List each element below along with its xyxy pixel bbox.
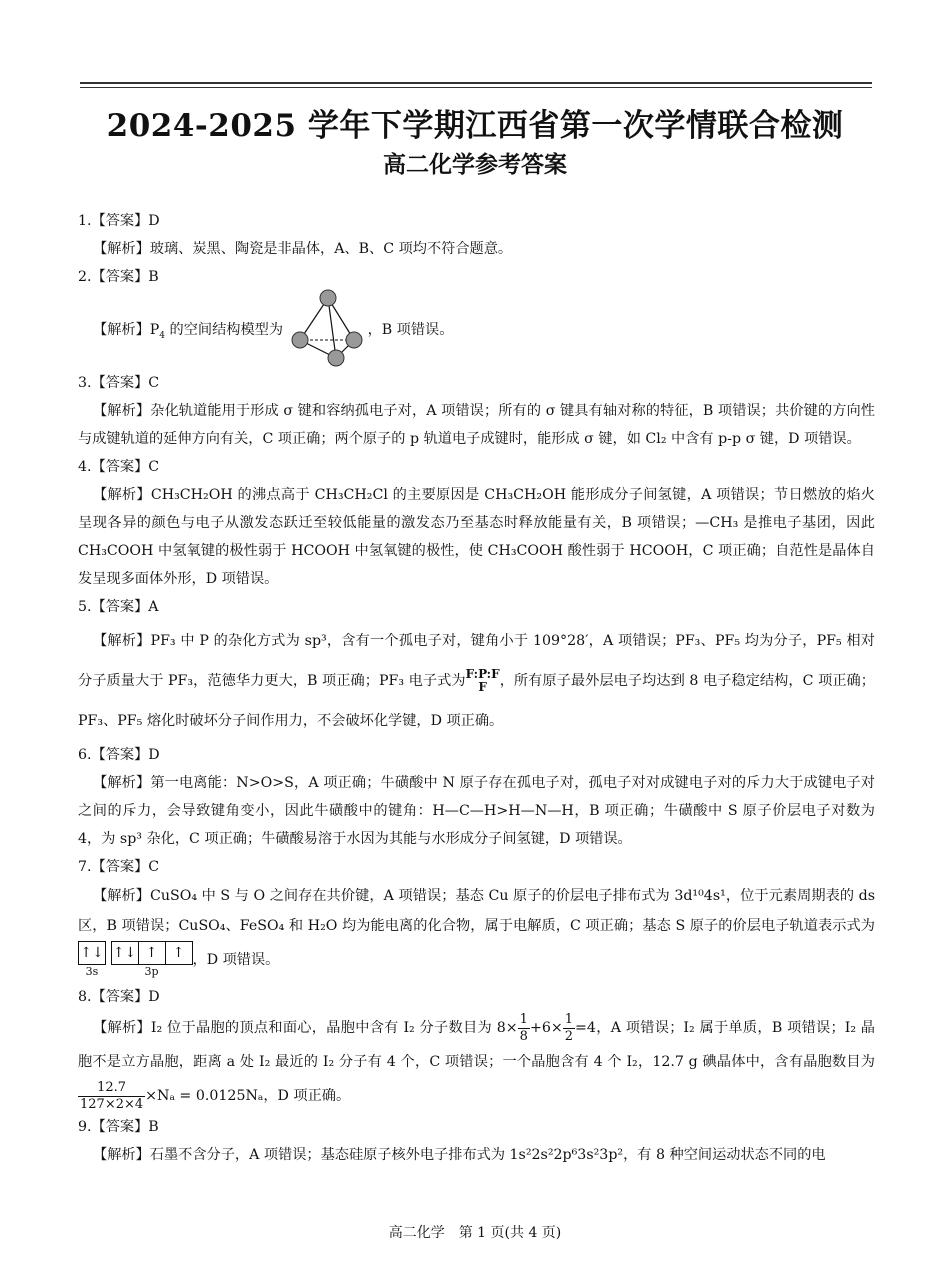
answer-content <box>78 207 875 1169</box>
q1-explanation: 【解析】玻璃、炭黑、陶瓷是非晶体，A、B、C 项均不符合题意。 <box>93 241 513 257</box>
orbital-3s: ↑↓ 3s <box>78 941 106 979</box>
header-rule-thin <box>80 87 872 88</box>
pf3-lewis-structure: F:P:F F <box>465 667 500 694</box>
q8-explanation: 【解析】I₂ 位于晶胞的顶点和面心，晶胞中含有 I₂ 分子数目为 8× $\frac{1}{8}$ +6× $\frac{1}{2}$ =4，A 项错误；I₂ 属于单质，B 项错误；I₂ 晶胞不是立方晶胞，距离 a 处 I₂ 最近的 I₂ 分子有 4 个，C 项错误；一个晶胞含有 4 个 I₂，12.7 g 碘晶体中，含有晶胞数目为 $\frac{12.7}{127\times 2\times 4}$ ×Nₐ = 0.0125Nₐ，D 项正确。 <box>78 1011 875 1112</box>
q3-explanation: 【解析】杂化轨道能用于形成 σ 键和容纳孤电子对，A 项错误；所有的 σ 键具有轴对称的特征，B 项错误；共价键的方向性与成键轨道的延伸方向有关，C 项正确；两个原子的 p 轨道电子成键时，能形成 σ 键，如 Cl₂ 中含有 p-p σ 键，D 项错误。 <box>78 403 875 447</box>
orbital-3p: ↑↓ ↑ ↑ 3p <box>111 941 193 979</box>
q7-explanation: 【解析】CuSO₄ 中 S 与 O 之间存在共价键，A 项错误；基态 Cu 原子的价层电子排布式为 3d¹⁰4s¹，位于元素周期表的 ds 区，B 项错误；CuSO₄、FeSO₄ 和 H₂O 均为能电离的化合物，属于电解质，C 项正确；基态 S 原子的价层电子轨道表示式为 ↑↓ 3s ↑↓ ↑ ↑ 3p，D 项错误。 <box>78 888 875 978</box>
fraction-1-2: $\frac{1}{2}$ <box>564 1011 574 1044</box>
q9-explanation: 【解析】石墨不含分子，A 项错误；基态硅原子核外电子排布式为 1s²2s²2p⁶3s²3p²，有 8 种空间运动状态不同的电 <box>93 1147 826 1163</box>
p4-tetrahedron-figure <box>288 288 368 368</box>
q5-explanation: 【解析】PF₃ 中 P 的杂化方式为 sp³，含有一个孤电子对，键角小于 109°28′，A 项错误；PF₃、PF₅ 均为分子，PF₅ 相对分子质量大于 PF₃，范德华力更大，B 项正确；PF₃ 电子式为 F:P:F F ，所有原子最外层电子均达到 8 电子稳定结构，C 项正确；PF₃、PF₅ 熔化时破坏分子间作用力，不会破坏化学键，D 项正确。 <box>78 633 875 729</box>
header-rule-thick <box>80 82 872 84</box>
q4-explanation: 【解析】CH₃CH₂OH 的沸点高于 CH₃CH₂Cl 的主要原因是 CH₃CH₂OH 能形成分子间氢键，A 项错误；节日燃放的焰火呈现各异的颜色与电子从激发态跃迁至较低能量的激发态乃至基态时释放能量有关，B 项错误；—CH₃ 是推电子基团，因此 CH₃COOH 中氢氧键的极性弱于 HCOOH 中氢氧键的极性，使 CH₃COOH 酸性弱于 HCOOH，C 项正确；自范性是晶体自发呈现多面体外形，D 项错误。 <box>78 487 875 587</box>
q2-explanation: 【解析】$P_4$ 的空间结构模型为 ，B 项错误。 <box>78 291 875 369</box>
q3-answer: 3.【答案】C <box>78 375 160 391</box>
q7-answer: 7.【答案】C <box>78 859 160 875</box>
q5-answer: 5.【答案】A <box>78 599 159 615</box>
page-title: 2024-2025 学年下学期江西省第一次学情联合检测 <box>106 108 844 144</box>
fraction-cell-count: $\frac{12.7}{127\times 2\times 4}$ <box>80 1079 144 1112</box>
q2-answer: 2.【答案】B <box>78 269 159 285</box>
q1-answer: 1.【答案】D <box>78 213 160 229</box>
page-footer: 高二化学 第 1 页(共 4 页) <box>388 1225 562 1241</box>
fraction-1-8: $\frac{1}{8}$ <box>519 1011 528 1044</box>
page-subtitle: 高二化学参考答案 <box>383 152 567 178</box>
q4-answer: 4.【答案】C <box>78 459 160 475</box>
q6-explanation: 【解析】第一电离能：N>O>S，A 项正确；牛磺酸中 N 原子存在孤电子对，孤电子对对成键电子对的斥力大于成键电子对之间的斥力，会导致键角变小，因此牛磺酸中的键角：H—C—H>H—N—H，B 项正确；牛磺酸中 S 原子价层电子对数为 4，为 sp³ 杂化，C 项正确；牛磺酸易溶于水因为其能与水形成分子间氢键，D 项错误。 <box>78 775 875 847</box>
q9-answer: 9.【答案】B <box>78 1119 159 1135</box>
q8-answer: 8.【答案】D <box>78 989 160 1005</box>
q6-answer: 6.【答案】D <box>78 747 160 763</box>
